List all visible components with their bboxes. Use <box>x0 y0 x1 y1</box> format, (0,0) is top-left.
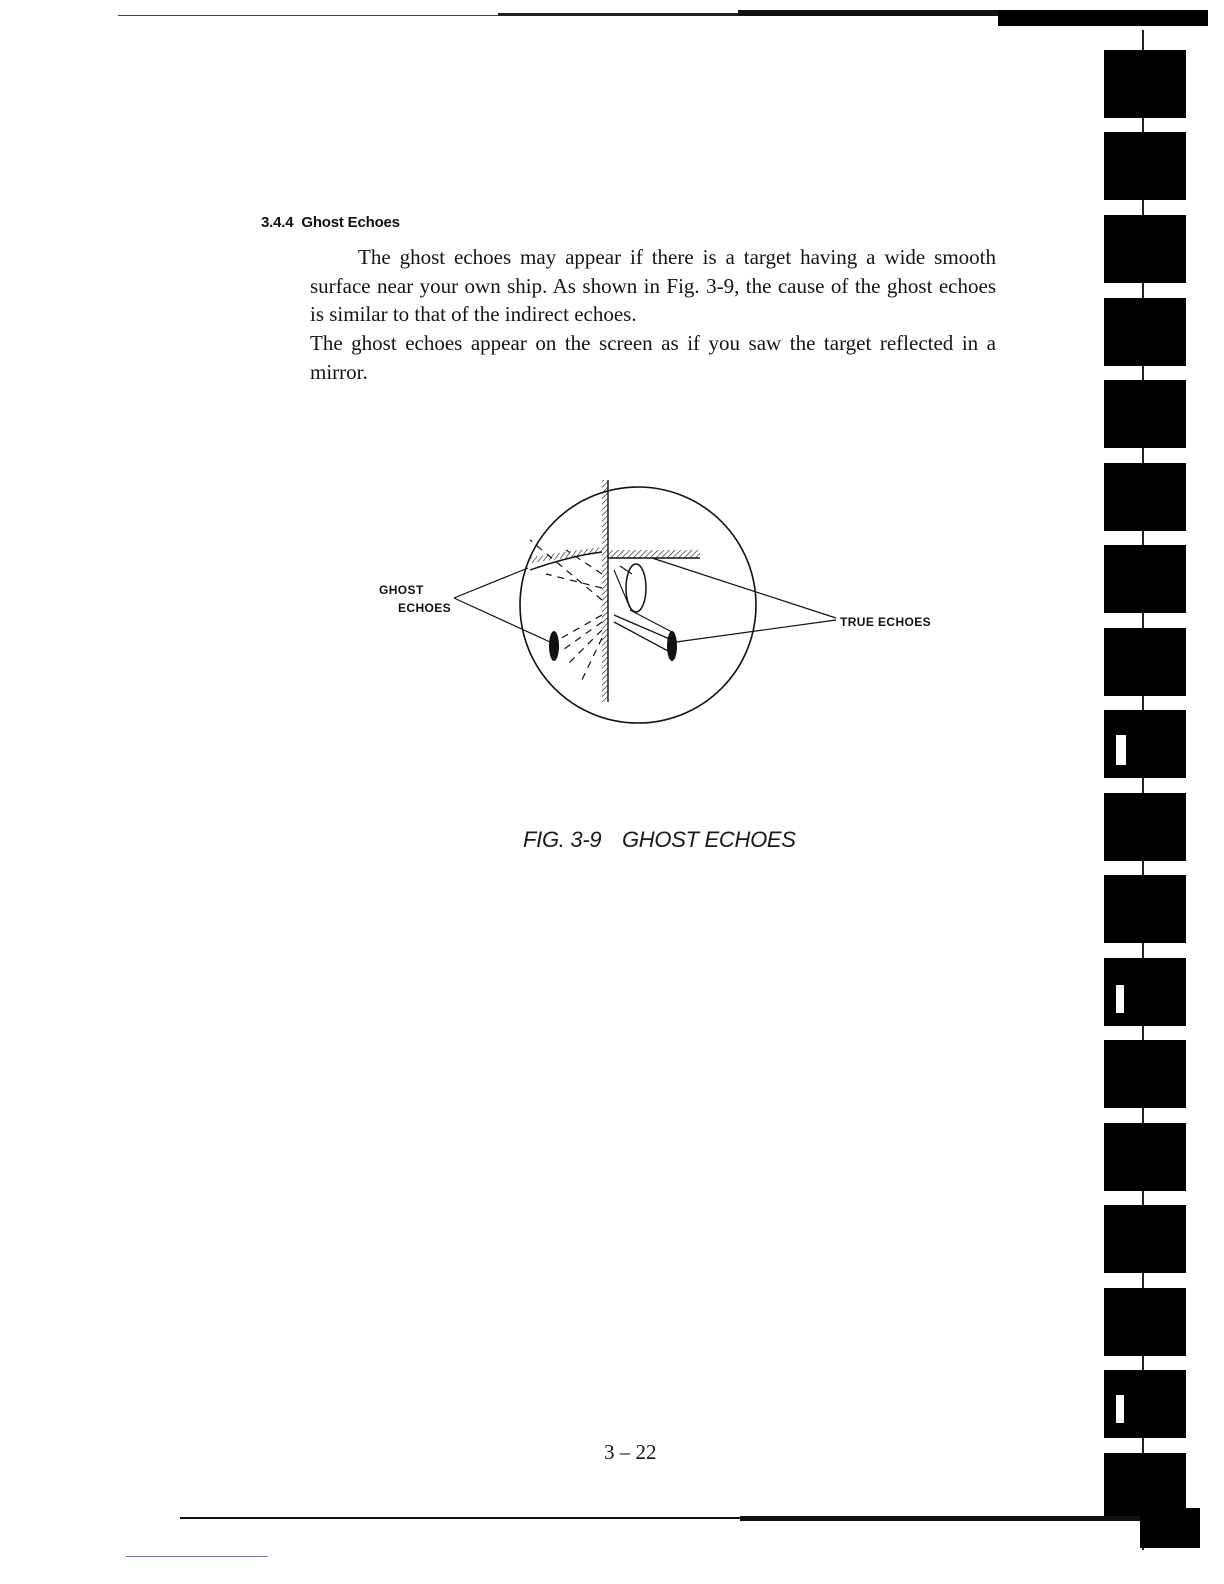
reflecting-wall <box>602 480 608 702</box>
ghost-echoes-label-line1: GHOST <box>379 583 424 597</box>
section-heading <box>261 214 400 231</box>
ghost-echoes-diagram <box>370 470 950 740</box>
top-edge-rule <box>118 10 1208 26</box>
ghost-echoes-label-line2: ECHOES <box>398 601 452 615</box>
radar-scope-circle <box>520 487 756 723</box>
scan-footer-line <box>126 1556 268 1557</box>
body-paragraph-2: The ghost echoes appear on the screen as if you saw the target reflected in a mirror. <box>310 331 996 384</box>
bottom-edge-rule <box>180 1508 1200 1548</box>
figure-title: GHOST ECHOES <box>622 827 796 852</box>
true-target-echo <box>667 631 677 661</box>
spiral-binding-holes <box>1098 30 1208 1550</box>
section-title: Ghost Echoes <box>301 214 400 231</box>
page-number: 3 – 22 <box>604 1440 657 1464</box>
section-number: 3.4.4 <box>261 214 294 231</box>
body-paragraph-1: The ghost echoes may appear if there is a target having a wide smooth surface near your own ship. As shown in Fig. 3-9, the cause of the ghost echoes is similar to that of the indirect echoes. <box>310 245 996 326</box>
true-echoes-label: TRUE ECHOES <box>840 615 932 629</box>
ghost-target-echo <box>549 631 559 661</box>
figure-number: FIG. 3-9 <box>523 827 602 852</box>
